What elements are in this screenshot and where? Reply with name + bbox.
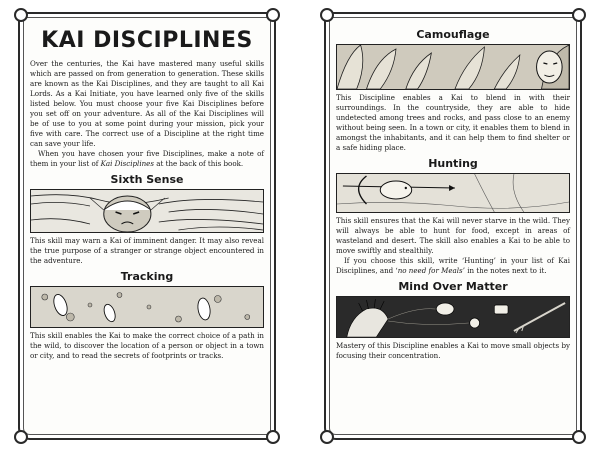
tracking-description: This skill enables the Kai to make the correct choice of a path in the wild, to discover the location of a person or object in a town or city, and to read the secrets of footprints or tracks.: [30, 331, 264, 360]
page-corner-ornament: [572, 430, 586, 444]
camouflage-description: This Discipline enables a Kai to blend in with their surroundings. In the countryside, they are able to hide undetected among trees and rocks, and pass close to an enemy without being seen. In a town or city, it enables them to blend in amongst the inhabitants, and it can help them to find shelter or a safe hiding place.: [336, 93, 570, 152]
page-corner-ornament: [266, 430, 280, 444]
levitating-objects-illustration: [336, 296, 570, 338]
hunting-description: This skill ensures that the Kai will never starve in the wild. They will always be able to hunt for food, except in areas of wasteland and desert. The skill also enables a Kai to be able to move swiftly and stealthily.: [336, 216, 570, 255]
section-heading-tracking: Tracking: [120, 270, 174, 283]
archer-illustration: [336, 173, 570, 213]
intro-paragraph: Over the centuries, the Kai have mastered many useful skills which are passed on from generation to generation. These skills are known as the Kai Disciplines, and they are taught to all Kai Lords. As a Kai Initiate, you have learned only five of the skills listed below. You must choose your five Kai Disciplines before you set off on your adventure. As all of the Kai Disciplines will be of use to you at some point during your mission, pick your five with care. The correct use of a Discipline at the right time can save your life.: [30, 59, 264, 148]
section-heading-mind-over-matter: Mind Over Matter: [398, 280, 508, 293]
left-page: [18, 12, 276, 440]
section-heading-sixth-sense: Sixth Sense: [110, 173, 184, 186]
sixth-sense-description: This skill may warn a Kai of imminent danger. It may also reveal the true purpose of a stranger or strange object encountered in the adventure.: [30, 236, 264, 265]
section-heading-hunting: Hunting: [428, 157, 478, 170]
page-corner-ornament: [320, 8, 334, 22]
mind-over-matter-description: Mastery of this Discipline enables a Kai to move small objects by focusing their concentration.: [336, 341, 570, 360]
page-corner-ornament: [266, 8, 280, 22]
hunting-note: If you choose this skill, write ‘Hunting’ in your list of Kai Disciplines, and ‘no need for Meals’ in the notes next to it.: [336, 256, 570, 275]
right-page: [324, 12, 582, 440]
face-in-foliage-illustration: [336, 44, 570, 90]
section-heading-camouflage: Camouflage: [416, 28, 490, 41]
face-in-wind-illustration: [30, 189, 264, 233]
footprints-illustration: [30, 286, 264, 328]
page-corner-ornament: [320, 430, 334, 444]
page-corner-ornament: [14, 430, 28, 444]
page-corner-ornament: [572, 8, 586, 22]
note-paragraph: When you have chosen your five Disciplines, make a note of them in your list of Kai Disciplines at the back of this book.: [30, 149, 264, 168]
page-corner-ornament: [14, 8, 28, 22]
page-title: KAI DISCIPLINES: [41, 28, 253, 53]
